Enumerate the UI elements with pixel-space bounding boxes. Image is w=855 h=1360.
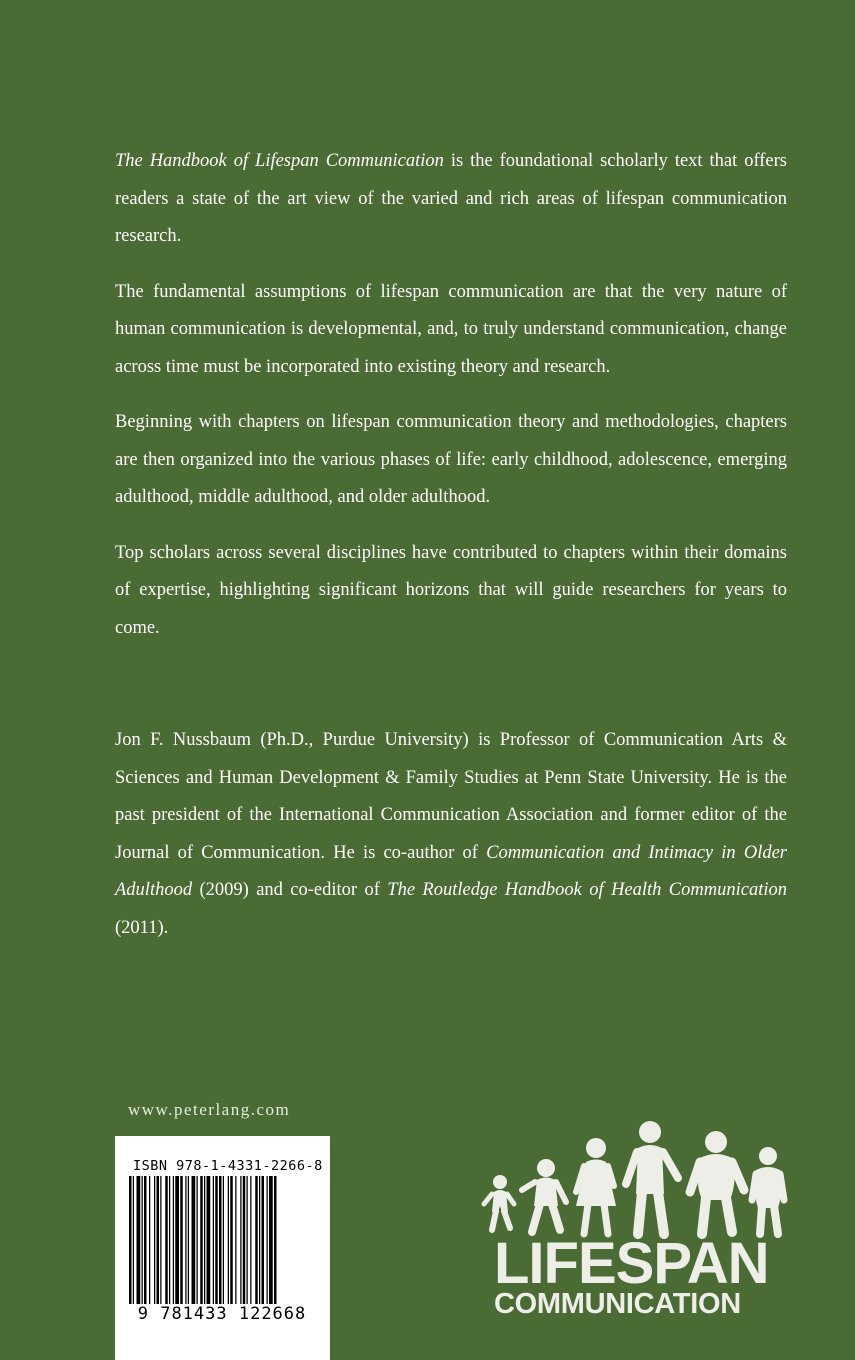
- people-silhouettes-icon: [480, 1120, 790, 1240]
- book-title-1: Communication and Intimacy in Older Adulthood: [115, 842, 787, 900]
- description-paragraph-1: The Handbook of Lifespan Communication is the foundational scholarly text that offers readers a state of the art view of the varied and rich areas of lifespan communication research.: [115, 151, 787, 246]
- author-bio: Jon F. Nussbaum (Ph.D., Purdue University) is Professor of Communication Arts & Sciences and Human Development & Family Studies at Penn State University. He is the past president of the International Communication Association and former editor of the Journal of Communication. He is co-author of Communication and Intimacy in Older Adulthood (2009) and co-editor of The Routledge Handbook of Health Communication (2011).: [115, 730, 787, 938]
- description-paragraph-4: Top scholars across several disciplines have contributed to chapters within their domains of expertise, highlighting significant horizons that will guide researchers for years to come.: [115, 542, 787, 638]
- description-paragraph-2: The fundamental assumptions of lifespan communication are that the very nature of human communication is developmental, and, to truly understand communication, change across time must be incorporated into existing theory and research.: [115, 281, 787, 377]
- publisher-website: www.peterlang.com: [128, 1100, 291, 1119]
- book-title: The Handbook of Lifespan Communication: [115, 151, 444, 171]
- book-title-2: The Routledge Handbook of Health Communication: [387, 880, 787, 900]
- description-paragraph-3: Beginning with chapters on lifespan communication theory and methodologies, chapters are then organized into the various phases of life: early childhood, adolescence, emerging adulthood, middle adulthood, and older adulthood.: [115, 412, 787, 507]
- barcode-bars: [129, 1176, 315, 1304]
- lifespan-communication-logo: [480, 1120, 790, 1330]
- isbn-label: ISBN 978-1-4331-2266-8: [133, 1158, 323, 1174]
- logo-title: LIFESPAN: [494, 1231, 769, 1296]
- logo-subtitle: COMMUNICATION: [494, 1288, 741, 1320]
- isbn-barcode: [115, 1136, 330, 1360]
- barcode-digits: 9 781433 122668: [137, 1304, 307, 1324]
- book-description: [115, 143, 787, 665]
